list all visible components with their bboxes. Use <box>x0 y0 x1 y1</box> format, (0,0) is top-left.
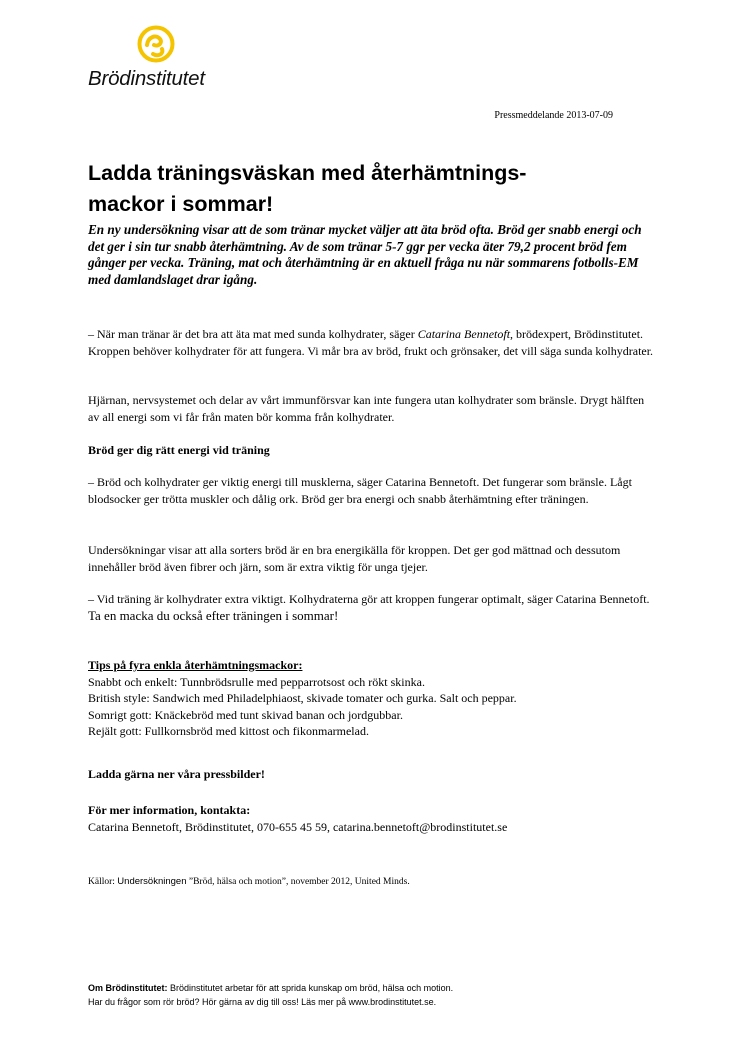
footer <box>88 981 453 1009</box>
tips-item: Snabbt och enkelt: Tunnbrödsrulle med pepparrotsost och rökt skinka. <box>88 674 425 689</box>
brodinstitutet-logo-icon <box>136 24 176 64</box>
contact-heading: För mer information, kontakta: <box>88 803 251 817</box>
brodinstitutet-logo <box>88 24 248 94</box>
contact-section <box>88 802 658 835</box>
paragraph-5: – Vid träning är kolhydrater extra viktigt. Kolhydraterna gör att kroppen fungerar optimalt, säger Catarina Bennetoft. Ta en macka du också efter träningen i sommar! <box>88 592 650 623</box>
quoted-name: Catarina Bennetoft <box>417 327 511 341</box>
press-release-date: Pressmeddelande 2013-07-09 <box>494 110 613 121</box>
paragraph-4: Undersökningar visar att alla sorters bröd är en bra energikälla för kroppen. Det ger god mättnad och dessutom innehåller bröd även fibrer och järn, som är extra viktig för unga tjejer. <box>88 543 621 574</box>
paragraph-2: Hjärnan, nervsystemet och delar av vårt immunförsvar kan inte fungera utan kolhydrater som bränsle. Drygt hälften av all energi som vi får från maten bör komma från kolhydrater. <box>88 393 645 424</box>
paragraph-3: – Bröd och kolhydrater ger viktig energi till musklerna, säger Catarina Bennetoft. Det fungerar som bränsle. Lågt blodsocker ger trötta muskler och dålig ork. Bröd ger bra energi och snabb återhämtning efter träningen. <box>88 475 632 506</box>
download-press-images: Ladda gärna ner våra pressbilder! <box>88 767 265 781</box>
tips-section <box>88 657 658 740</box>
footer-line-2: Har du frågor som rör bröd? Hör gärna av dig till oss! Läs mer på www.brodinstitutet.se. <box>88 997 437 1007</box>
subheading: Bröd ger dig rätt energi vid träning <box>88 443 270 457</box>
footer-label: Om Brödinstitutet: <box>88 983 168 993</box>
footer-line-1: Om Brödinstitutet: Brödinstitutet arbetar för att sprida kunskap om bröd, hälsa och motion. <box>88 983 454 993</box>
tips-item: Rejält gott: Fullkornsbröd med kittost och fikonmarmelad. <box>88 724 369 738</box>
page-title: Ladda träningsväskan med återhämtnings- mackor i sommar! <box>88 161 527 216</box>
logo-wordmark: Brödinstitutet <box>88 67 205 90</box>
lead-paragraph: En ny undersökning visar att de som tränar mycket väljer att äta bröd ofta. Bröd ger snabb energi och det ger i sin tur snabb återhämtning. Av de som tränar 5-7 ggr per vecka äter 79,2 procent bröd fem gånger per vecka. Träning, mat och återhämtning är en aktuell fråga nu när sommarens fotbolls-EM med damlandslaget drar igång. <box>88 222 642 287</box>
tips-item: British style: Sandwich med Philadelphiaost, skivade tomater och gurka. Salt och peppar. <box>88 691 517 705</box>
contact-line: Catarina Bennetoft, Brödinstitutet, 070-655 45 59, catarina.bennetoft@brodinstitutet.se <box>88 819 508 834</box>
sources-note: Källor: Undersökningen ”Bröd, hälsa och motion”, november 2012, United Minds. <box>88 876 410 887</box>
tips-item: Somrigt gott: Knäckebröd med tunt skivad banan och jordgubbar. <box>88 707 403 722</box>
tips-heading: Tips på fyra enkla återhämtningsmackor: <box>88 658 303 672</box>
paragraph-1: – När man tränar är det bra att äta mat med sunda kolhydrater, säger Catarina Bennetoft, brödexpert, Brödinstitutet. Kroppen behöver kolhydrater för att fungera. Vi mår bra av bröd, frukt och grönsaker, det vill säga sunda kolhydrater. <box>88 327 654 358</box>
